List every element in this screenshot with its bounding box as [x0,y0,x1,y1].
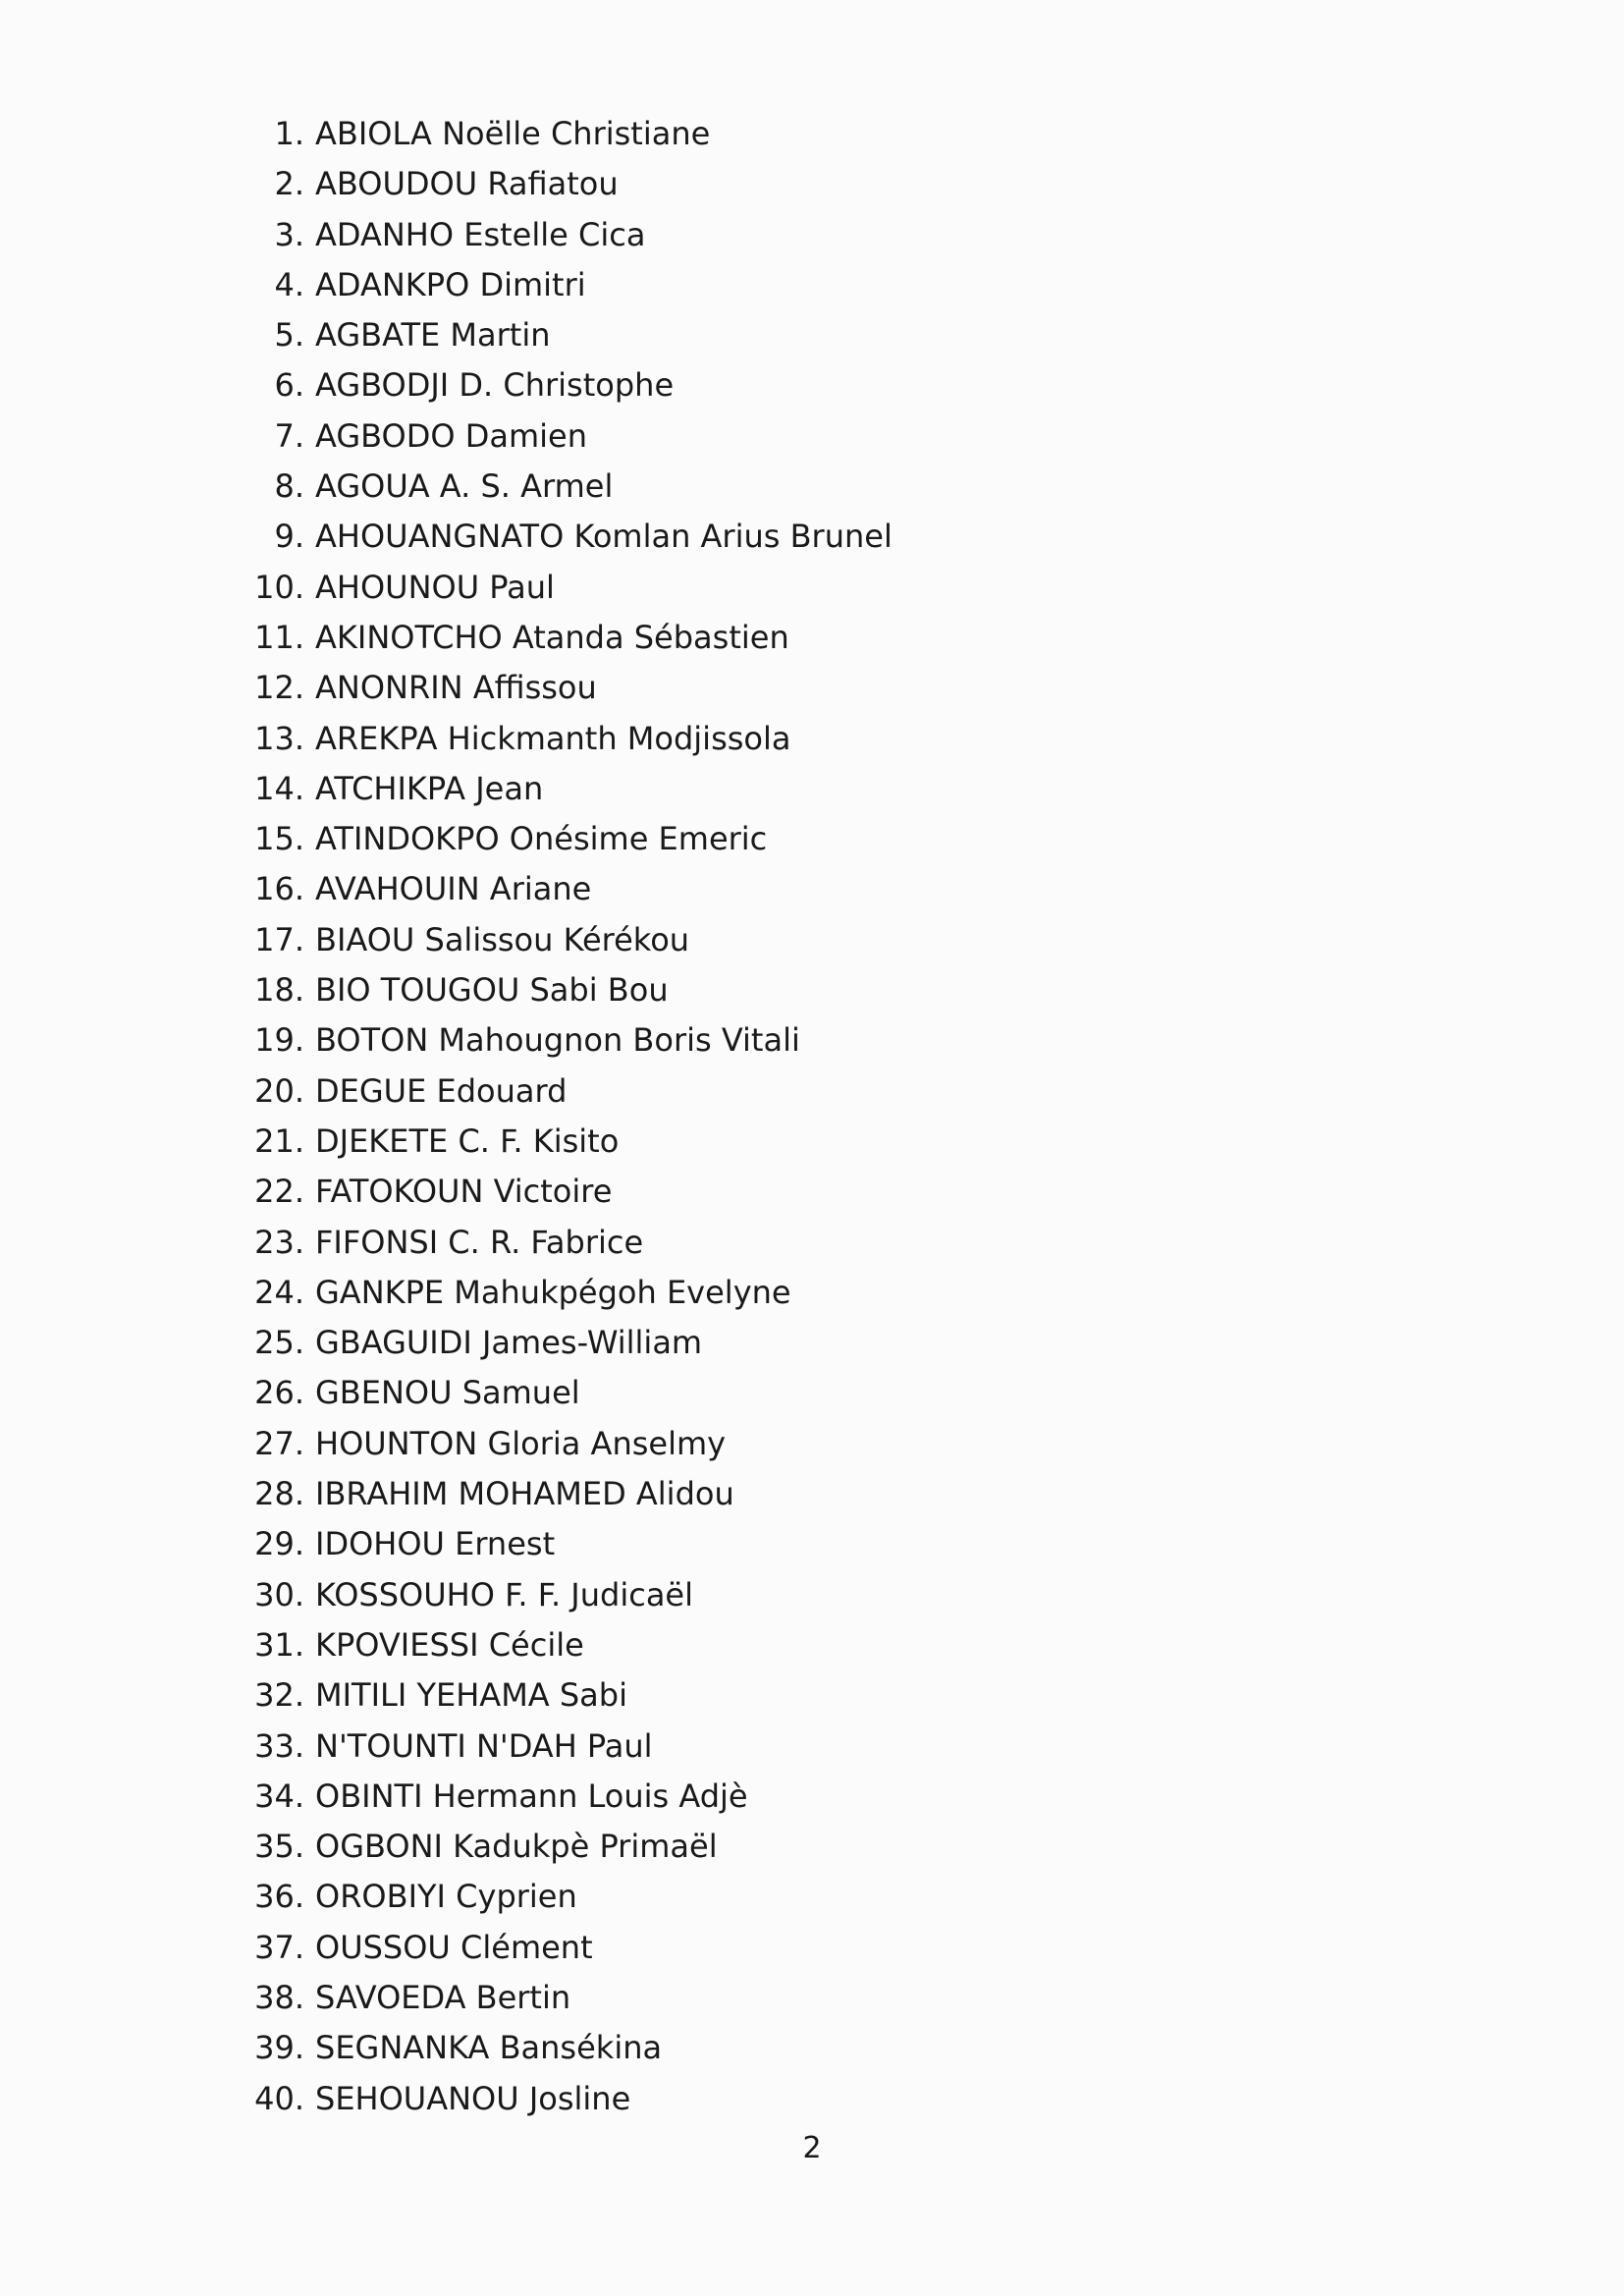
list-item [226,1676,893,1726]
item-number: 34. [254,1777,304,1815]
item-name: DEGUE Edouard [315,1071,568,1110]
list-item [226,1979,893,2029]
item-number: 5. [274,316,304,355]
item-number: 24. [254,1273,304,1311]
item-number: 11. [254,618,304,656]
list-item [226,569,893,619]
item-name: AGBODO Damien [315,416,587,455]
list-item [226,921,893,971]
item-number: 30. [254,1575,304,1613]
item-name: KPOVIESSI Cécile [315,1625,584,1664]
item-number: 12. [254,669,304,707]
list-item [226,216,893,266]
item-number: 19. [254,1021,304,1060]
list-item [226,2080,893,2130]
item-name: ATCHIKPA Jean [315,769,544,807]
list-item [226,115,893,165]
list-item [226,669,893,719]
list-item [226,619,893,669]
item-name: AGOUA A. S. Armel [315,467,614,506]
item-number: 22. [254,1173,304,1211]
item-name: FIFONSI C. R. Fabrice [315,1223,644,1261]
item-name: AGBODJI D. Christophe [315,366,675,405]
list-item [226,366,893,416]
item-number: 21. [254,1121,304,1160]
list-item [226,1122,893,1173]
item-number: 38. [254,1978,304,2016]
item-number: 33. [254,1726,304,1765]
item-name: AHOUNOU Paul [315,568,555,606]
item-number: 9. [274,518,304,556]
item-name: GBAGUIDI James-William [315,1324,703,1362]
list-item [226,1072,893,1122]
item-number: 28. [254,1475,304,1513]
item-number: 10. [254,568,304,606]
list-item [226,1525,893,1575]
list-item [226,770,893,820]
list-item [226,1475,893,1525]
item-name: IDOHOU Ernest [315,1525,556,1563]
list-item [226,1021,893,1071]
item-name: ABOUDOU Rafiatou [315,165,619,203]
item-name: AKINOTCHO Atanda Sébastien [315,618,789,656]
item-number: 4. [274,265,304,303]
list-item [226,2029,893,2079]
item-name: GANKPE Mahukpégoh Evelyne [315,1273,791,1311]
item-name: DJEKETE C. F. Kisito [315,1121,620,1160]
item-number: 25. [254,1324,304,1362]
item-name: SAVOEDA Bertin [315,1978,571,2016]
item-name: BOTON Mahougnon Boris Vitali [315,1021,800,1060]
item-name: BIO TOUGOU Sabi Bou [315,971,669,1010]
list-item [226,1224,893,1274]
item-name: FATOKOUN Victoire [315,1173,613,1211]
item-number: 29. [254,1525,304,1563]
item-number: 13. [254,719,304,757]
item-name: ADANHO Estelle Cica [315,215,646,253]
item-number: 36. [254,1878,304,1916]
item-name: OGBONI Kadukpè Primaël [315,1828,718,1866]
item-name: OROBIYI Cyprien [315,1878,577,1916]
item-number: 23. [254,1223,304,1261]
list-item [226,1425,893,1475]
list-item [226,1727,893,1777]
item-name: ANONRIN Affissou [315,669,597,707]
list-item [226,870,893,920]
item-number: 8. [274,467,304,506]
list-item [226,720,893,770]
list-item [226,1828,893,1878]
page-number: 2 [802,2131,822,2165]
name-list [226,115,893,2130]
item-number: 18. [254,971,304,1010]
item-number: 2. [274,165,304,203]
item-name: AHOUANGNATO Komlan Arius Brunel [315,518,893,556]
item-name: BIAOU Salissou Kérékou [315,920,690,958]
item-number: 31. [254,1625,304,1664]
list-item [226,1324,893,1374]
list-item [226,1878,893,1928]
item-number: 3. [274,215,304,253]
item-number: 35. [254,1828,304,1866]
list-item [226,518,893,568]
item-name: HOUNTON Gloria Anselmy [315,1424,727,1462]
item-name: AREKPA Hickmanth Modjissola [315,719,791,757]
item-number: 17. [254,920,304,958]
item-name: MITILI YEHAMA Sabi [315,1676,627,1715]
item-number: 40. [254,2079,304,2117]
item-name: OBINTI Hermann Louis Adjè [315,1777,748,1815]
list-item [226,1374,893,1424]
item-number: 39. [254,2029,304,2067]
item-name: GBENOU Samuel [315,1374,580,1412]
item-name: AGBATE Martin [315,316,551,355]
item-name: ABIOLA Noëlle Christiane [315,115,711,152]
item-number: 16. [254,870,304,908]
item-name: OUSSOU Clément [315,1928,593,1966]
item-name: AVAHOUIN Ariane [315,870,592,908]
item-name: ADANKPO Dimitri [315,265,586,303]
item-number: 26. [254,1374,304,1412]
list-item [226,971,893,1021]
item-name: IBRAHIM MOHAMED Alidou [315,1475,734,1513]
list-item [226,1274,893,1324]
list-item [226,1626,893,1676]
list-item [226,417,893,467]
item-number: 14. [254,769,304,807]
list-item [226,1777,893,1828]
list-item [226,1173,893,1223]
item-name: SEGNANKA Bansékina [315,2029,663,2067]
list-item [226,467,893,518]
item-number: 37. [254,1928,304,1966]
list-item [226,1929,893,1979]
list-item [226,1576,893,1626]
item-number: 20. [254,1071,304,1110]
list-item [226,165,893,215]
item-name: SEHOUANOU Josline [315,2079,631,2117]
list-item [226,316,893,366]
item-number: 7. [274,416,304,455]
item-number: 6. [274,366,304,405]
list-item [226,266,893,316]
item-number: 27. [254,1424,304,1462]
item-name: KOSSOUHO F. F. Judicaël [315,1575,693,1613]
item-name: N'TOUNTI N'DAH Paul [315,1726,653,1765]
item-number: 32. [254,1676,304,1715]
list-item [226,820,893,870]
item-number: 15. [254,820,304,858]
item-name: ATINDOKPO Onésime Emeric [315,820,768,858]
item-number: 1. [274,115,304,152]
